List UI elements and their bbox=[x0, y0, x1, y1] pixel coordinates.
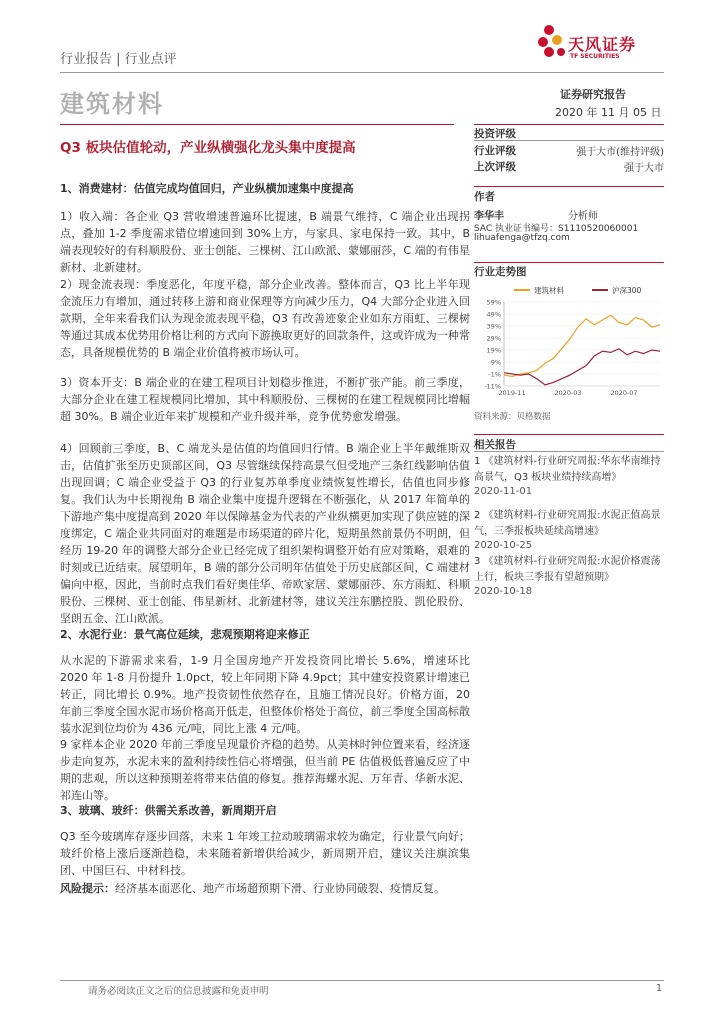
related-report-title[interactable]: 3 《建筑材料-行业研究周报:水泥价格震荡上行，板块三季报有望超预期》 bbox=[474, 556, 661, 583]
industry-rating-value: 强于大市(维持评级) bbox=[576, 147, 664, 158]
y-tick-label: -11% bbox=[484, 382, 501, 391]
author-email[interactable]: lihuafenga@tfzq.com bbox=[474, 233, 570, 243]
paragraph: 从水泥的下游需求来看，1-9 月全国房地产开发投资同比增长 5.6%，增速环比 2020 年 1-8 月份提升 1.0pct，较上年同期下降 4.9pct；其中建安投资累计增速已转正，同比增长 0.9%。地产投资韧性依然存在，且施工情况良好。价格方面，20 年前三季度全国水泥市场价格高开低走，但整体价格处于高位，前三季度全国高标散装水泥到位均价为 436 元/吨，同比上涨 4 元/吨。 bbox=[60, 654, 470, 735]
related-report-item[interactable] bbox=[474, 554, 664, 597]
trend-title: 行业走势图 bbox=[474, 266, 527, 278]
y-tick-label: -1% bbox=[488, 370, 501, 379]
related-report-item[interactable] bbox=[474, 508, 664, 551]
series-line bbox=[504, 349, 660, 385]
related-report-title[interactable]: 1 《建筑材料-行业研究周报:华东华南维持高景气，Q3 板块业绩持续高增》 bbox=[474, 456, 661, 483]
rating-title: 投资评级 bbox=[474, 128, 516, 140]
industry-rating-label: 行业评级 bbox=[474, 145, 516, 157]
author-title: 作者 bbox=[474, 191, 495, 203]
paragraph: 9 家样本企业 2020 年前三季度呈现量价齐稳的趋势。从美林时钟位置来看，经济逐步走向复苏，水泥未来的盈利持续性信心将增强，但当前 PE 估值极低普遍反应了中期的悲观，所以这种预期差将带来估值的修复。推荐海螺水泥、万年青、华新水泥、祁连山等。 bbox=[60, 738, 470, 802]
sidebar-divider bbox=[474, 434, 664, 435]
headline-divider bbox=[60, 124, 454, 125]
industry-title: 建筑材料 bbox=[60, 90, 164, 118]
author-sac: SAC 执业证书编号：S1110520060001 bbox=[474, 224, 639, 234]
related-report-date: 2020-10-18 bbox=[474, 586, 533, 597]
sidebar-divider bbox=[474, 262, 664, 263]
related-report-title[interactable]: 2 《建筑材料-行业研究周报:水泥正值高景气，三季报板块延续高增速》 bbox=[474, 510, 661, 537]
logo-english: TF SECURITIES bbox=[570, 53, 620, 60]
author-role: 分析师 bbox=[568, 211, 598, 222]
related-report-item[interactable] bbox=[474, 454, 664, 497]
section-heading: 1、消费建材：估值完成均值回归，产业纵横加速集中度提高 bbox=[60, 182, 354, 195]
y-tick-label: 9% bbox=[490, 358, 501, 367]
paragraph: Q3 至今玻璃库存逐步回落，未来 1 年竣工拉动玻璃需求较为确定，行业景气向好；玻纤价格上涨后逐渐趋稳，未来随着新增供给减少，新周期开启，建议关注旗滨集团、中国巨石、中材科技。 bbox=[60, 830, 470, 877]
trend-chart bbox=[474, 282, 664, 400]
last-rating-label: 上次评级 bbox=[474, 161, 516, 173]
logo-text: 天风证券 bbox=[568, 35, 637, 54]
last-rating-value: 强于大市 bbox=[624, 163, 664, 174]
y-tick-label: 39% bbox=[486, 322, 501, 331]
sidebar-divider bbox=[474, 124, 664, 125]
x-tick-label: 2020-07 bbox=[610, 389, 638, 397]
y-tick-label: 19% bbox=[486, 346, 501, 355]
chart-source: 资料来源：贝格数据 bbox=[474, 412, 551, 422]
paragraph: 3）资本开支：B 端企业的在建工程项目计划稳步推进，不断扩张产能。前三季度，大部分企业在建工程规模同比增加，其中科顺股份、三棵树的在建工程规模同比增幅超 30%。B 端企业近年来扩规模和产业升级并举，竞争优势愈发增强。 bbox=[60, 376, 470, 423]
series-line bbox=[504, 315, 660, 376]
y-tick-label: 59% bbox=[486, 298, 501, 307]
report-label: 证券研究报告 bbox=[560, 88, 626, 101]
sidebar-divider bbox=[474, 140, 664, 141]
section-heading: 2、水泥行业：景气高位延续，悲观预期将迎来修正 bbox=[60, 628, 310, 641]
page-number: 1 bbox=[656, 983, 663, 994]
paragraph: 1）收入端：各企业 Q3 营收增速普遍环比提速，B 端景气维持，C 端企业出现拐点，叠加 1-2 季度需求错位增速回到 30%上方，与家具、家电保持一致。其中，B 端表现较好的有科顺股份、亚士创能、三棵树、江山欧派、蒙娜丽莎，C 端的有伟星新材、北新建材。 bbox=[60, 210, 470, 274]
related-title: 相关报告 bbox=[474, 439, 516, 451]
legend-label: 建筑材料 bbox=[534, 286, 564, 295]
risk-paragraph: 风险提示：经济基本面恶化、地产市场超预期下滑、行业协同破裂、疫情反复。 bbox=[60, 882, 445, 895]
paragraph: 4）回顾前三季度，B、C 端龙头是估值的均值回归行情。B 端企业上半年戴维斯双击，估值扩张至历史顶部区间，Q3 尽管继续保持高景气但受地产三条红线影响估值出现回调；C 端企业受益于 Q3 的行业复苏单季度业绩恢复性增长，估值也同步修复。我们认为中长期视角 B 端企业集中度提升逻辑在不断强化，从 2017 年简单的下游地产集中度提高到 2020 年以保障基金为代表的产业纵横更加实现了供应链的深度绑定，C 端企业共同面对的难题是市场渠道的碎片化，短期虽然前景仍不明朗，但经历 19-20 年的调整大部分企业已经完成了组织架构调整开始有应对策略，艰难的时刻或已近结束。展望明年，B 端的部分公司明年估值处于历史底部区间，C 端建材偏向中枢，因此，当前时点我们看好奥佳华、帝欧家居、蒙娜丽莎、东方雨虹、科顺股份、三棵树、亚士创能、伟星新材、北新建材等，建议关注东鹏控股、凯伦股份、坚朗五金、江山欧派。 bbox=[60, 442, 470, 625]
report-date: 2020 年 11 月 05 日 bbox=[555, 106, 662, 119]
y-tick-label: 29% bbox=[486, 334, 501, 343]
section-heading: 3、玻璃、玻纤：供需关系改善，新周期开启 bbox=[60, 804, 277, 817]
footer-divider bbox=[60, 980, 664, 981]
x-tick-label: 2020-03 bbox=[554, 389, 582, 397]
related-report-date: 2020-11-01 bbox=[474, 486, 533, 497]
sidebar-divider bbox=[474, 186, 664, 187]
legend-label: 沪深300 bbox=[612, 286, 642, 295]
header-divider bbox=[60, 72, 664, 73]
headline: Q3 板块估值轮动，产业纵横强化龙头集中度提高 bbox=[60, 140, 356, 156]
sidebar-divider bbox=[474, 451, 664, 452]
y-tick-label: 49% bbox=[486, 310, 501, 319]
related-report-date: 2020-10-25 bbox=[474, 540, 533, 551]
report-type: 行业报告 | 行业点评 bbox=[60, 52, 177, 67]
footer-disclaimer: 请务必阅读正文之后的信息披露和免责申明 bbox=[88, 986, 269, 997]
paragraph: 2）现金流表现：季度恶化，年度平稳，部分企业改善。整体而言，Q3 比上半年现金流压力有增加，通过转移上游和商业保理等方向减少压力，Q4 大部分企业进入回款期，全年来看我们认为现金流表现平稳，Q3 有改善迹象企业如东方雨虹、三棵树等通过其成本优势用价格让利的方式向下游换取更好的回款条件，这或许成为一种常态，具备规模优势的 B 端企业价值将被市场认可。 bbox=[60, 278, 470, 359]
x-tick-label: 2019-11 bbox=[498, 389, 526, 397]
author-name: 李华丰 bbox=[474, 211, 504, 222]
